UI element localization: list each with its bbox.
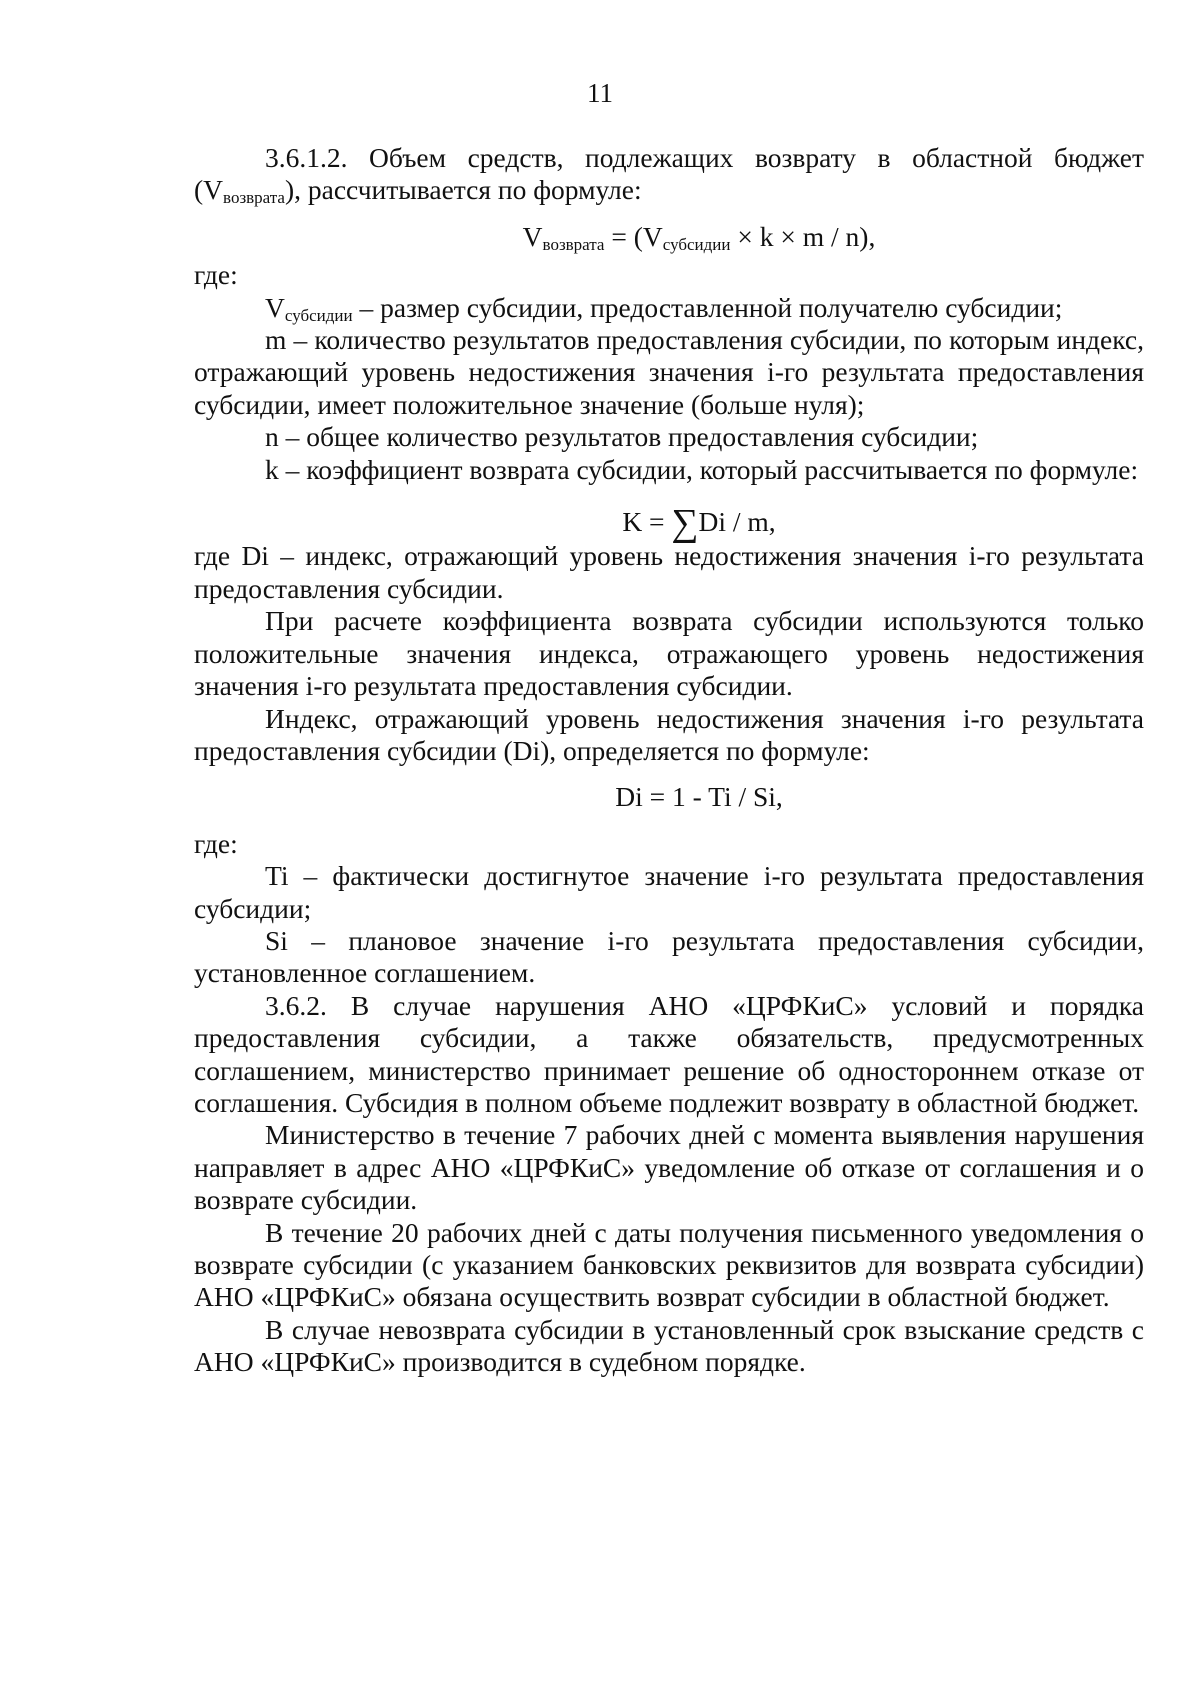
- paragraph-3-6-2: 3.6.2. В случае нарушения АНО «ЦРФКиС» условий и порядка предоставления субсидии, а также обязательств, предусмотренных соглашением, министерство принимает решение об одностороннем отказе от соглашения. Субсидия в полном объеме подлежит возврату в областной бюджет.: [194, 989, 1144, 1118]
- formula-v-return: $V_{возврата} = (V_{субсидии} \times k \times m / n)$,: [522, 220, 876, 254]
- definition-si: Si – плановое значение i-го результата предоставления субсидии, установленное соглашением.: [194, 924, 1144, 989]
- definition-m: m – количество результатов предоставления субсидии, по которым индекс, отражающий уровень недостижения значения i-го результата предоставления субсидии, имеет положительное значение (больше нуля);: [194, 324, 1144, 420]
- definition-k: k – коэффициент возврата субсидии, который рассчитывается по формуле:: [265, 453, 1139, 485]
- paragraph-ministry-notice: Министерство в течение 7 рабочих дней с момента выявления нарушения направляет в адрес АНО «ЦРФКиС» уведомление об отказе от соглашения и о возврате субсидии.: [194, 1119, 1144, 1216]
- paragraph-calculation: При расчете коэффициента возврата субсидии используются только положительные значения индекса, отражающего уровень недостижения значения i-го результата предоставления субсидии.: [194, 605, 1144, 702]
- where-label: где:: [194, 259, 238, 291]
- paragraph-20-days: В течение 20 рабочих дней с даты получения письменного уведомления о возврате субсидии (с указанием банковских реквизитов для возврата субсидии) АНО «ЦРФКиС» обязана осуществить возврат субсидии в областной бюджет.: [194, 1216, 1144, 1313]
- paragraph-3-6-1-2: 3.6.1.2. Объем средств, подлежащих возврату в областной бюджет $(V_{возврата})$, рассчитывается по формуле:: [194, 142, 1144, 208]
- definition-ti: Ti – фактически достигнутое значение i-го результата предоставления субсидии;: [194, 860, 1144, 924]
- formula-di: Di = 1 - Ti / Si,: [615, 781, 783, 813]
- paragraph-court: В случае невозврата субсидии в установленный срок взыскание средств с АНО «ЦРФКиС» производится в судебном порядке.: [194, 1313, 1144, 1378]
- definition-n: n – общее количество результатов предоставления субсидии;: [265, 421, 979, 453]
- definition-v-subsidy: $V_{субсидии}$ – размер субсидии, предоставленной получателю субсидии;: [265, 291, 1063, 325]
- formula-k: K = ∑Di / m,: [622, 502, 776, 545]
- paragraph-index: Индекс, отражающий уровень недостижения значения i-го результата предоставления субсидии (Di), определяется по формуле:: [194, 702, 1144, 766]
- where-label: где:: [194, 827, 238, 859]
- document-body: [194, 142, 1144, 1379]
- sigma-symbol: ∑: [671, 502, 699, 545]
- definition-di: где Di – индекс, отражающий уровень недостижения значения i-го результата предоставления субсидии.: [194, 540, 1144, 604]
- page-number: 11: [587, 78, 613, 108]
